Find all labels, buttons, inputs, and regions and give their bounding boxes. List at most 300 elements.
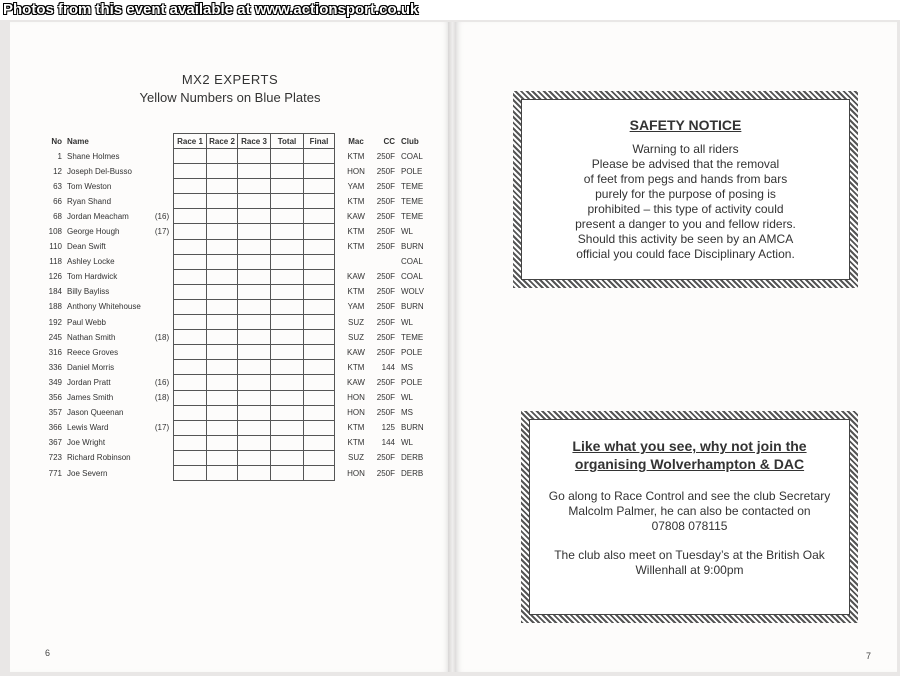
rider-number: 349 [48,377,62,387]
rider-name: Dean Swift [67,242,106,252]
race1-cell [174,299,207,314]
rider-number: 1 [57,151,62,161]
safety-line: present a danger to you and fellow riders. [575,217,796,231]
race3-cell [238,164,271,179]
race2-cell [207,254,238,269]
engine-cc [371,254,397,269]
engine-cc: 250F [376,151,395,161]
rider-age [151,179,174,194]
rider-number: 723 [48,453,62,463]
final-cell [304,360,335,375]
machine-make: SUZ [348,453,364,463]
join-club-title [530,437,849,473]
final-cell [304,450,335,465]
rider-age [151,299,174,314]
final-cell [304,179,335,194]
final-cell [304,299,335,314]
engine-cc: 250F [376,468,395,478]
engine-cc: 250F [376,196,395,206]
rider-number: 68 [53,211,62,221]
rider-age [151,239,174,254]
rider-number: 356 [48,393,62,403]
total-cell [271,299,304,314]
rider-name: Jordan Pratt [67,377,111,387]
rider-age [151,269,174,284]
engine-cc: 250F [376,408,395,418]
race3-cell [238,345,271,360]
total-cell [271,345,304,360]
race2-cell [207,269,238,284]
race1-cell [174,465,207,480]
rider-name: Shane Holmes [67,151,120,161]
join-club-meeting [530,548,849,578]
table-row [44,149,431,164]
race3-cell [238,360,271,375]
rider-number: 316 [48,347,62,357]
club-code: COAL [401,257,423,267]
race3-cell [238,450,271,465]
rider-number: 126 [48,272,62,282]
race1-cell [174,435,207,450]
race2-cell [207,375,238,390]
rider-name: Jason Queenan [67,408,124,418]
machine-make: KAW [347,211,365,221]
final-cell [304,269,335,284]
club-code: COAL [401,272,423,282]
rider-number: 188 [48,302,62,312]
machine-make: KTM [347,423,365,433]
race1-cell [174,405,207,420]
race1-cell [174,209,207,224]
join-club-content [529,419,850,615]
club-code: WL [401,393,413,403]
column-header-race1: Race 1 [174,134,207,149]
race1-cell [174,254,207,269]
race3-cell [238,405,271,420]
engine-cc: 250F [376,302,395,312]
race2-cell [207,420,238,435]
safety-notice-content [521,99,850,280]
race3-cell [238,315,271,330]
race1-cell [174,450,207,465]
table-row [44,284,431,299]
join-line: 07808 078115 [651,519,728,533]
total-cell [271,284,304,299]
machine-make: KTM [347,242,365,252]
race1-cell [174,375,207,390]
table-row [44,345,431,360]
final-cell [304,194,335,209]
rider-age [151,465,174,480]
safety-line: Please be advised that the removal [591,157,780,171]
table-header-row [44,134,431,149]
final-cell [304,390,335,405]
table-row [44,299,431,314]
total-cell [271,330,304,345]
column-header-total: Total [271,134,304,149]
race3-cell [238,269,271,284]
rider-name: Tom Hardwick [67,272,118,282]
machine-make: SUZ [348,317,364,327]
engine-cc: 250F [376,347,395,357]
rider-number: 357 [48,408,62,418]
engine-cc: 144 [381,438,395,448]
race2-cell [207,284,238,299]
race2-cell [207,435,238,450]
total-cell [271,435,304,450]
race1-cell [174,194,207,209]
club-code: POLE [401,347,423,357]
column-header-club: Club [401,136,419,146]
race2-cell [207,209,238,224]
table-row [44,420,431,435]
table-row [44,390,431,405]
machine-make: KTM [347,362,365,372]
rider-number: 336 [48,362,62,372]
race3-cell [238,239,271,254]
rider-age [151,435,174,450]
race2-cell [207,239,238,254]
rider-age [151,345,174,360]
rider-number: 366 [48,423,62,433]
total-cell [271,194,304,209]
column-header-race2: Race 2 [207,134,238,149]
club-code: MS [401,362,413,372]
engine-cc: 250F [376,393,395,403]
race3-cell [238,420,271,435]
engine-cc: 250F [376,317,395,327]
race2-cell [207,224,238,239]
engine-cc: 250F [376,377,395,387]
rider-age [151,450,174,465]
safety-notice-text [522,142,849,262]
engine-cc: 250F [376,227,395,237]
race3-cell [238,224,271,239]
race3-cell [238,299,271,314]
safety-line: prohibited – this type of activity could [587,202,784,216]
race1-cell [174,224,207,239]
machine-make: KTM [347,287,365,297]
rider-name: Tom Weston [67,181,112,191]
rider-name: Lewis Ward [67,423,109,433]
club-code: BURN [401,242,424,252]
safety-notice-box [513,91,858,288]
rider-name: Nathan Smith [67,332,116,342]
engine-cc: 250F [376,181,395,191]
machine-make: KAW [347,377,365,387]
rider-number: 184 [48,287,62,297]
total-cell [271,315,304,330]
rider-name: Joe Severn [67,468,108,478]
table-row [44,269,431,284]
club-code: DERB [401,468,424,478]
rider-age: (18) [154,393,170,403]
safety-line: purely for the purpose of posing is [595,187,776,201]
final-cell [304,420,335,435]
final-cell [304,405,335,420]
race1-cell [174,420,207,435]
rider-age [151,405,174,420]
total-cell [271,390,304,405]
rider-age [151,164,174,179]
rider-number: 367 [48,438,62,448]
race2-cell [207,179,238,194]
race1-cell [174,360,207,375]
machine-make [335,254,372,269]
race3-cell [238,149,271,164]
machine-make: HON [347,393,365,403]
rider-age: (17) [154,227,170,237]
table-row [44,465,431,480]
final-cell [304,149,335,164]
rider-number: 771 [48,468,62,478]
total-cell [271,224,304,239]
rider-age [151,254,174,269]
total-cell [271,465,304,480]
column-header-cc: CC [383,136,395,146]
rider-name: Ryan Shand [67,196,112,206]
club-code: WOLV [401,287,424,297]
column-header-age [151,134,174,149]
rider-name: Jordan Meacham [67,211,129,221]
engine-cc: 250F [376,166,395,176]
final-cell [304,254,335,269]
race3-cell [238,330,271,345]
race2-cell [207,450,238,465]
join-line: Go along to Race Control and see the club Secretary [548,489,831,503]
join-club-box [521,411,858,623]
rider-name: Joseph Del-Busso [67,166,132,176]
race1-cell [174,239,207,254]
race1-cell [174,164,207,179]
join-title-line: Like what you see, why not join the [572,438,807,454]
table-row [44,330,431,345]
total-cell [271,450,304,465]
club-code: DERB [401,453,424,463]
race2-cell [207,405,238,420]
total-cell [271,239,304,254]
rider-name: Billy Bayliss [67,287,110,297]
final-cell [304,330,335,345]
race3-cell [238,284,271,299]
race2-cell [207,390,238,405]
rider-age [151,315,174,330]
engine-cc: 250F [376,242,395,252]
column-header-race3: Race 3 [238,134,271,149]
page-number-left: 6 [45,648,51,658]
final-cell [304,284,335,299]
column-header-mac: Mac [348,136,364,146]
rider-number: 63 [53,181,62,191]
safety-line: Should this activity be seen by an AMCA [577,232,794,246]
final-cell [304,164,335,179]
rider-name: Joe Wright [67,438,106,448]
machine-make: KTM [347,196,365,206]
rider-name: George Hough [67,227,120,237]
table-row [44,254,431,269]
race3-cell [238,179,271,194]
race3-cell [238,194,271,209]
table-row [44,164,431,179]
rider-name: Paul Webb [67,317,106,327]
table-row [44,450,431,465]
safety-notice-title: SAFETY NOTICE [629,117,742,133]
total-cell [271,209,304,224]
machine-make: KAW [347,272,365,282]
engine-cc: 250F [376,287,395,297]
race1-cell [174,345,207,360]
final-cell [304,345,335,360]
safety-line: of feet from pegs and hands from bars [583,172,788,186]
race2-cell [207,345,238,360]
rider-age [151,194,174,209]
engine-cc: 250F [376,211,395,221]
club-code: TEME [401,332,424,342]
machine-make: KTM [347,227,365,237]
club-code: POLE [401,377,423,387]
club-code: WL [401,227,413,237]
club-code: COAL [401,151,423,161]
total-cell [271,164,304,179]
rider-number: 245 [48,332,62,342]
engine-cc: 250F [376,332,395,342]
race1-cell [174,269,207,284]
race2-cell [207,149,238,164]
club-code: BURN [401,302,424,312]
rider-number: 108 [48,227,62,237]
race1-cell [174,390,207,405]
club-code: TEME [401,181,424,191]
table-row [44,239,431,254]
race1-cell [174,284,207,299]
rider-number: 110 [49,242,62,252]
machine-make: HON [347,166,365,176]
race2-cell [207,194,238,209]
club-code: MS [401,408,413,418]
table-row [44,224,431,239]
column-header-final: Final [304,134,335,149]
engine-cc: 144 [381,362,395,372]
rider-age [151,149,174,164]
club-code: BURN [401,423,424,433]
table-row [44,315,431,330]
race1-cell [174,315,207,330]
rider-name: Anthony Whitehouse [67,302,141,312]
machine-make: HON [347,468,365,478]
rider-age [151,360,174,375]
total-cell [271,269,304,284]
table-row [44,209,431,224]
table-row [44,194,431,209]
table-row [44,375,431,390]
table-row [44,360,431,375]
rider-age: (16) [154,377,170,387]
table-row [44,179,431,194]
machine-make: KTM [347,438,365,448]
column-header-no: No [51,136,62,146]
entry-list-table [44,133,431,481]
engine-cc: 250F [376,453,395,463]
rider-name: Daniel Morris [67,362,115,372]
total-cell [271,360,304,375]
race3-cell [238,209,271,224]
engine-cc: 125 [381,423,395,433]
class-subtitle: Yellow Numbers on Blue Plates [139,90,321,105]
club-code: WL [401,317,413,327]
final-cell [304,224,335,239]
race2-cell [207,299,238,314]
machine-make: YAM [347,181,365,191]
race2-cell [207,330,238,345]
club-code: POLE [401,166,423,176]
race1-cell [174,179,207,194]
rider-name: Richard Robinson [67,453,131,463]
race3-cell [238,390,271,405]
rider-age: (16) [154,211,170,221]
race1-cell [174,330,207,345]
page-number-right: 7 [866,651,872,661]
join-club-contact [530,489,849,534]
join-line: Malcolm Palmer, he can also be contacted on [568,504,811,518]
race2-cell [207,315,238,330]
club-code: WL [401,438,413,448]
race2-cell [207,164,238,179]
machine-make: YAM [347,302,365,312]
machine-make: HON [347,408,365,418]
race3-cell [238,465,271,480]
club-code: TEME [401,211,424,221]
race2-cell [207,360,238,375]
table-row [44,405,431,420]
race2-cell [207,465,238,480]
race1-cell [174,149,207,164]
table-row [44,435,431,450]
machine-make: KTM [347,151,365,161]
column-header-name: Name [67,136,89,146]
class-title: MX2 EXPERTS [181,72,279,87]
total-cell [271,375,304,390]
safety-line: Warning to all riders [632,142,739,156]
total-cell [271,179,304,194]
rider-number: 66 [53,196,62,206]
race3-cell [238,254,271,269]
race3-cell [238,435,271,450]
rider-number: 118 [49,257,62,267]
rider-age: (17) [154,423,170,433]
join-line: The club also meet on Tuesday’s at the British Oak [554,548,825,562]
total-cell [271,149,304,164]
machine-make: KAW [347,347,365,357]
rider-number: 12 [53,166,62,176]
rider-name: Reece Groves [67,347,119,357]
final-cell [304,209,335,224]
final-cell [304,435,335,450]
rider-name: Ashley Locke [67,257,115,267]
final-cell [304,375,335,390]
final-cell [304,315,335,330]
club-code: TEME [401,196,424,206]
join-line: Willenhall at 9:00pm [635,563,744,577]
total-cell [271,420,304,435]
machine-make: SUZ [348,332,364,342]
engine-cc: 250F [376,272,395,282]
race3-cell [238,375,271,390]
safety-line: official you could face Disciplinary Action. [576,247,795,261]
watermark-banner: Photos from this event available at www.actionsport.co.uk [0,0,900,20]
total-cell [271,254,304,269]
final-cell [304,465,335,480]
rider-number: 192 [48,317,62,327]
